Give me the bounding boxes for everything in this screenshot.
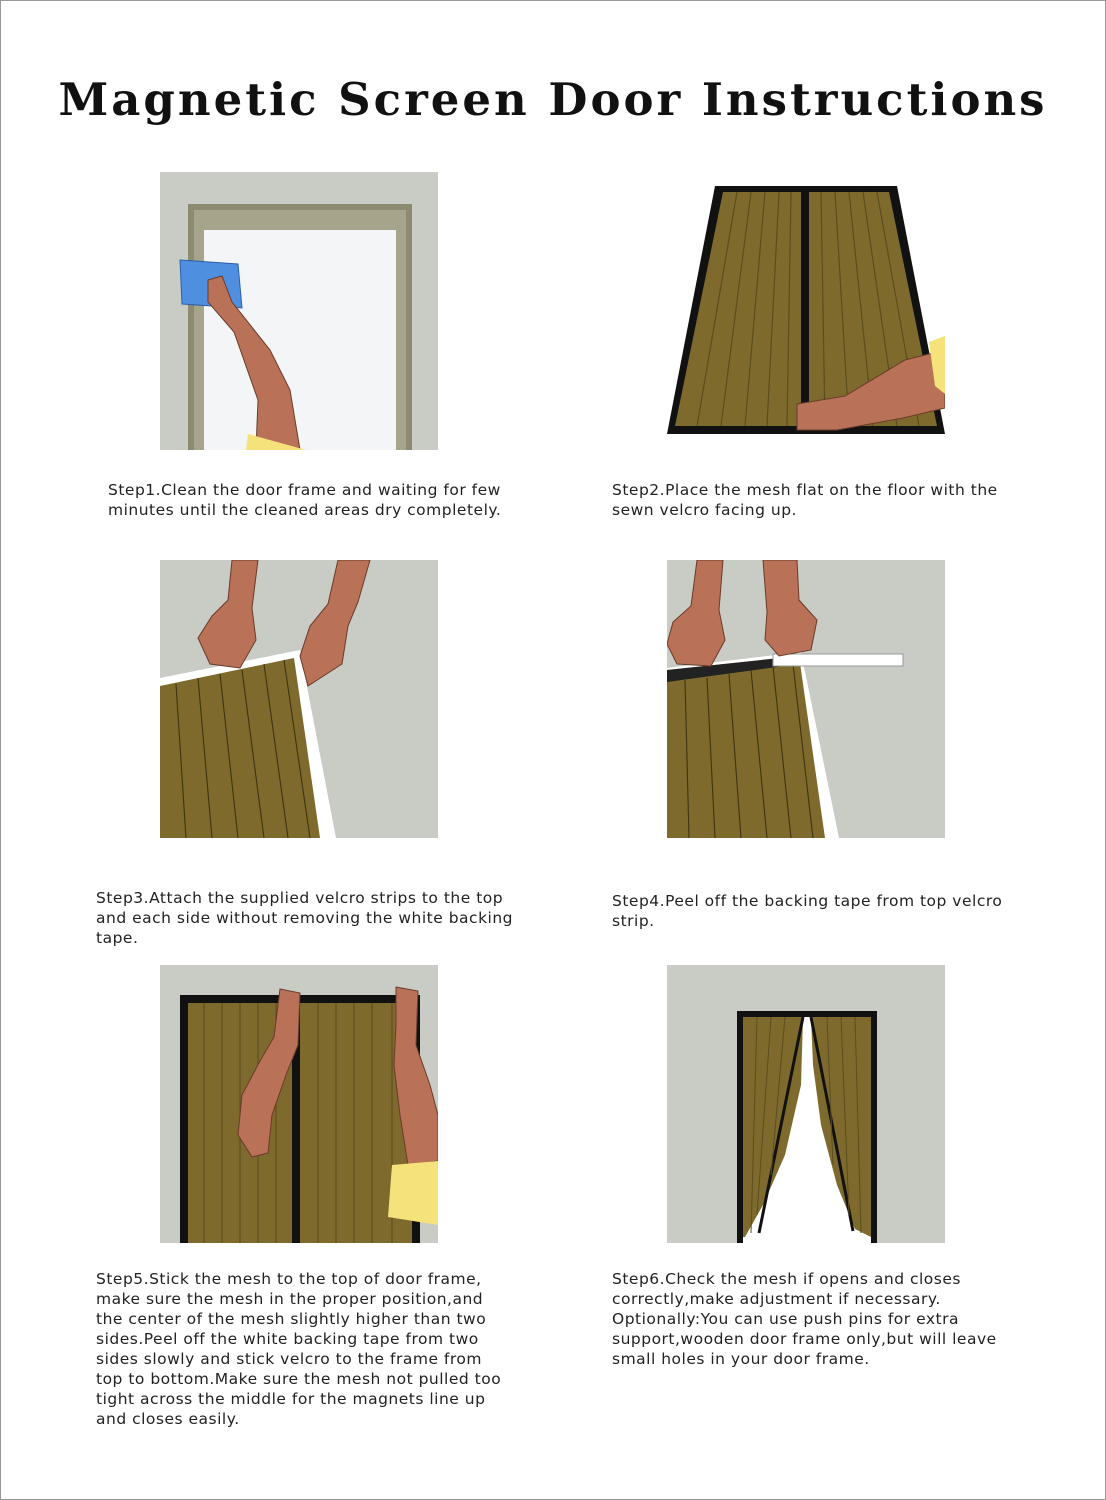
step2-illustration	[667, 172, 945, 450]
step6-illustration	[667, 965, 945, 1243]
step6-caption: Step6.Check the mesh if opens and closes correctly,make adjustment if necessary. Optionally:You can use push pins for extra support,wooden door frame only,but will leave small holes in your door frame.	[612, 1270, 997, 1368]
step3-illustration	[160, 560, 438, 838]
step1-illustration	[160, 172, 438, 450]
step3-caption: Step3.Attach the supplied velcro strips to the top and each side without removing the white backing tape.	[96, 889, 514, 947]
step2-caption: Step2.Place the mesh flat on the floor with the sewn velcro facing up.	[612, 481, 998, 519]
step4-illustration	[667, 560, 945, 838]
step5-caption: Step5.Stick the mesh to the top of door frame, make sure the mesh in the proper position,and the center of the mesh slightly higher than two sides.Peel off the white backing tape from two sides slowly and stick velcro to the frame from top to bottom.Make sure the mesh not pulled too tight across the middle for the magnets line up and closes easily.	[96, 1270, 502, 1428]
step5-illustration	[160, 965, 438, 1243]
step4-caption: Step4.Peel off the backing tape from top velcro strip.	[612, 892, 1003, 930]
step1-caption: Step1.Clean the door frame and waiting for few minutes until the cleaned areas dry completely.	[108, 481, 502, 519]
backing-tape	[773, 654, 903, 666]
page-title: Magnetic Screen Door Instructions	[58, 73, 1048, 126]
